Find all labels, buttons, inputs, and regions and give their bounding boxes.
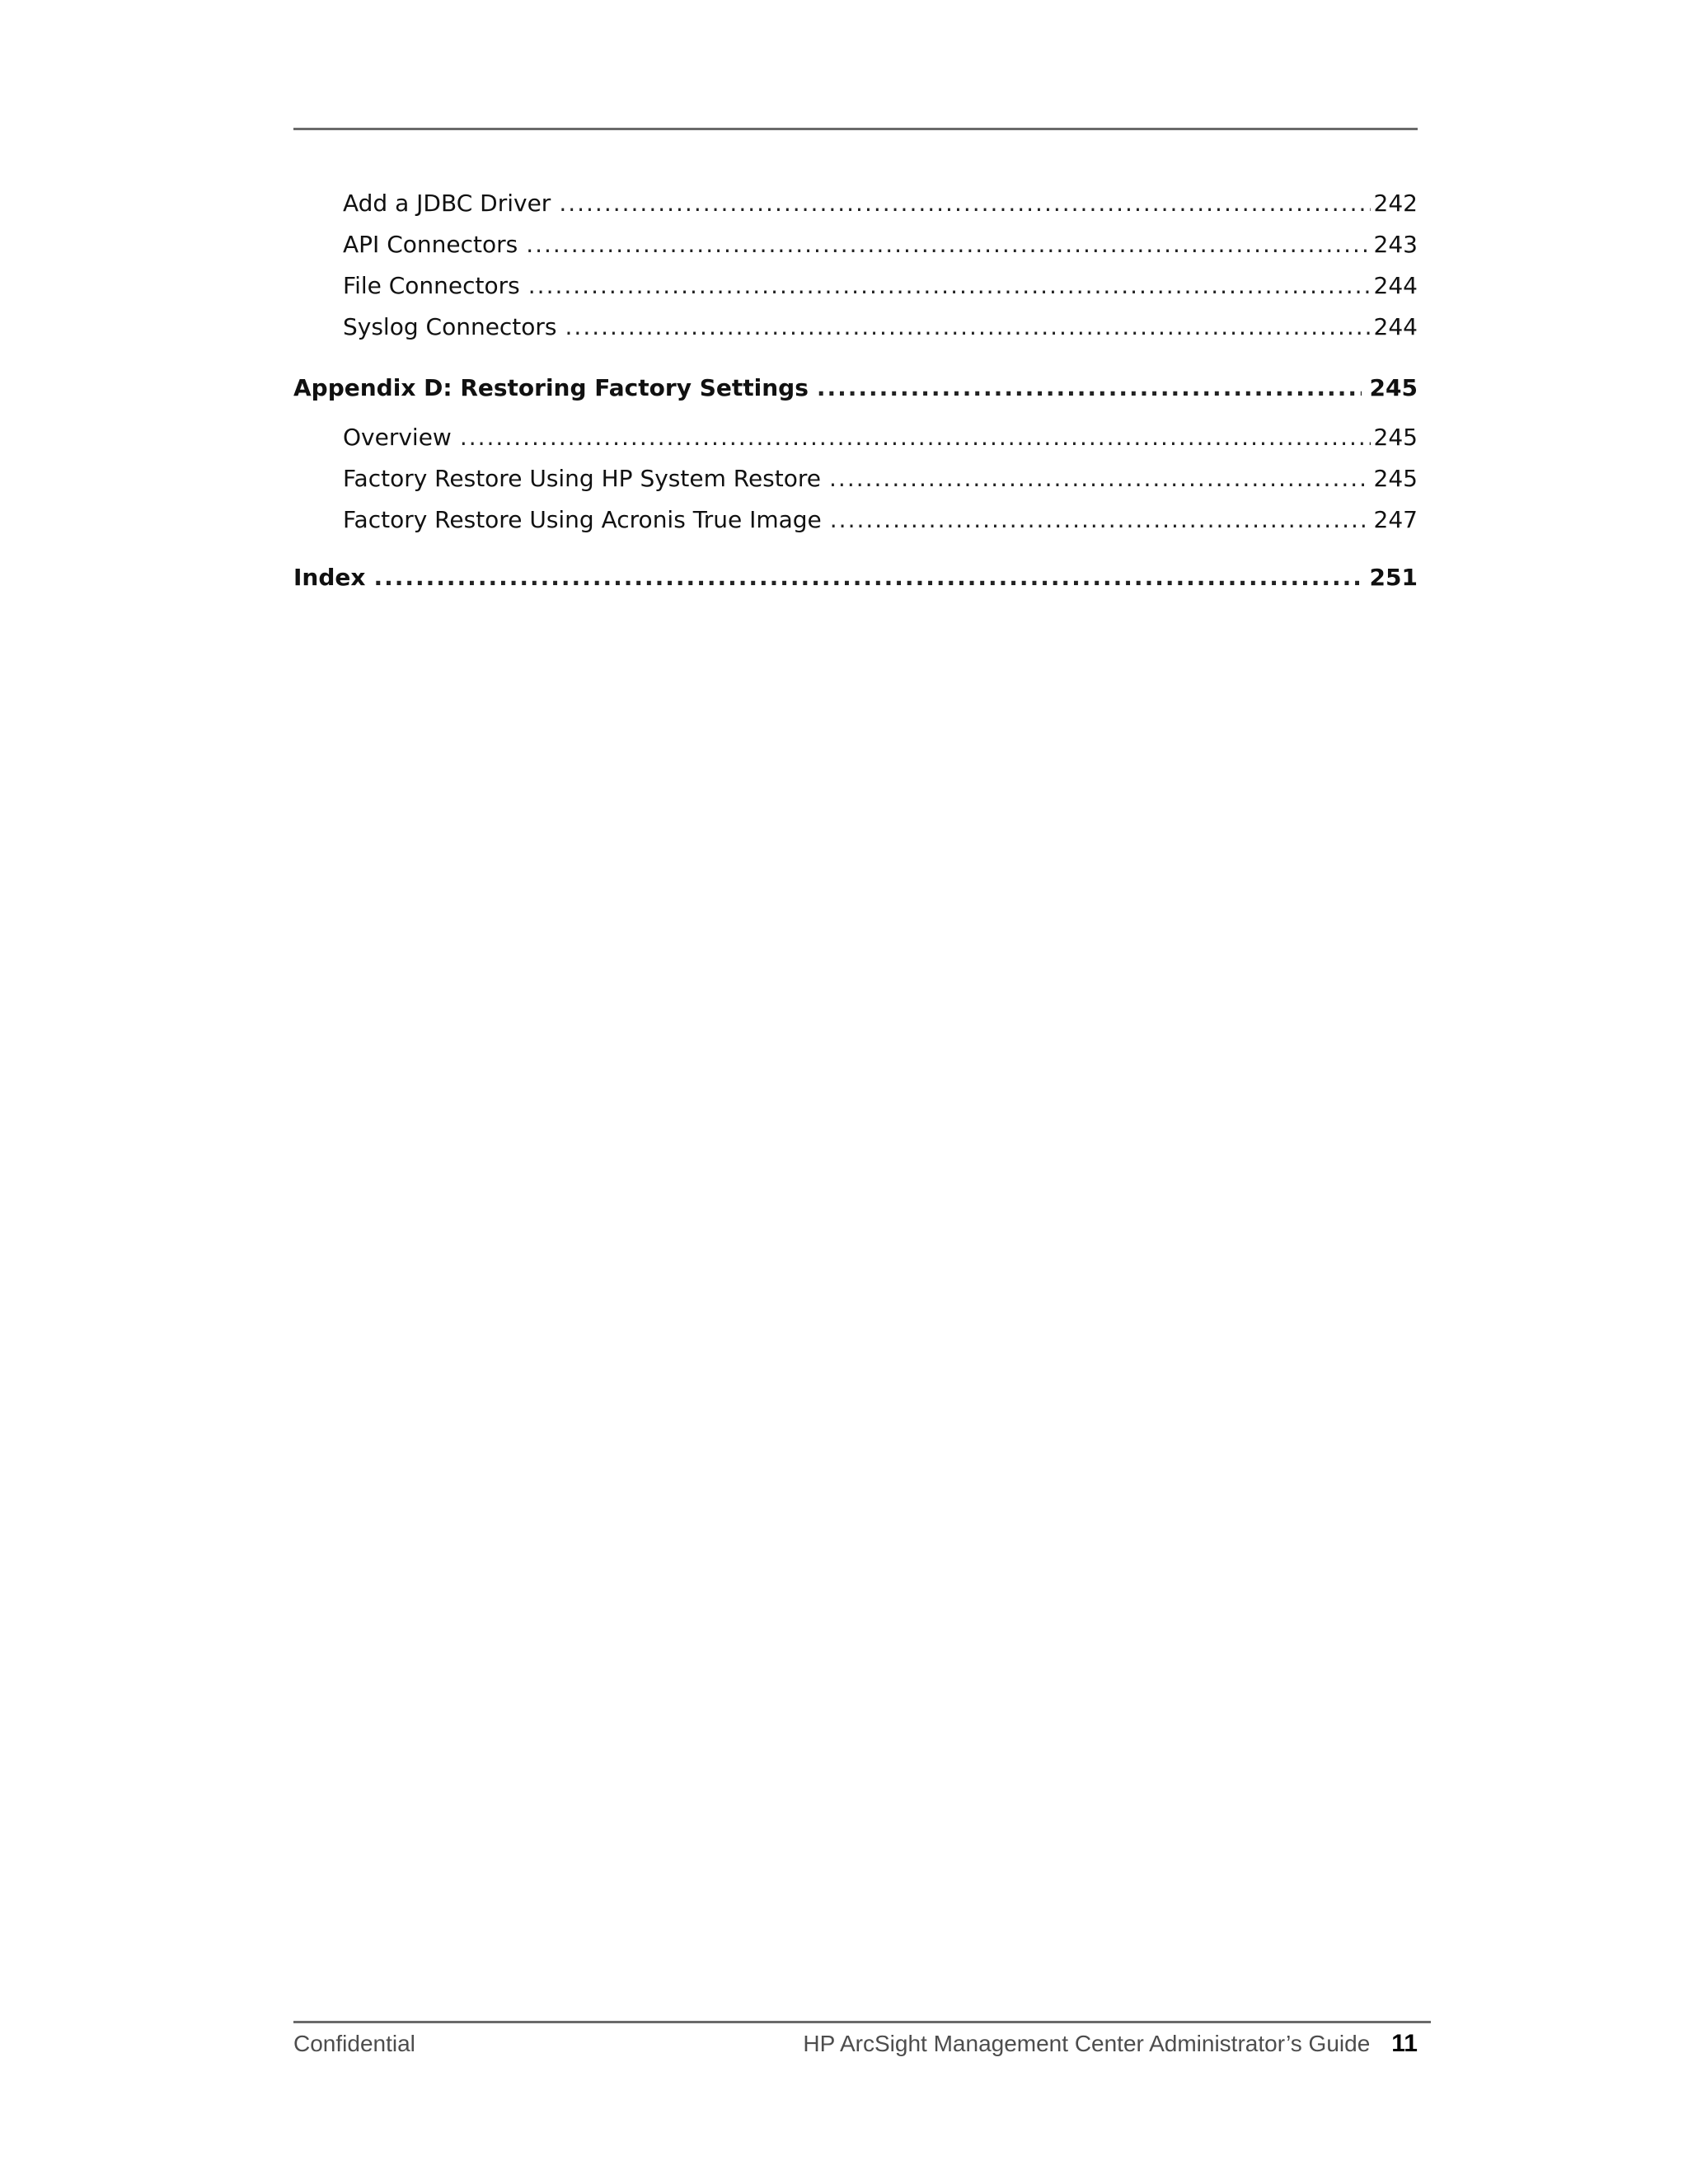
toc-entry-syslog-connectors[interactable] [293, 307, 1418, 348]
toc-entry-page: 245 [1369, 374, 1418, 401]
toc-entry-label: Overview [343, 424, 452, 451]
footer-rule [293, 2021, 1431, 2023]
toc-entry-label: Appendix D: Restoring Factory Settings [293, 374, 809, 401]
page-footer [293, 2026, 1418, 2062]
toc-entry-page: 242 [1373, 190, 1418, 217]
toc-entry-api-connectors[interactable] [293, 224, 1418, 265]
toc-leader-dots [829, 458, 1371, 499]
toc-entry-factory-restore-acronis[interactable] [293, 499, 1418, 541]
toc-entry-file-connectors[interactable] [293, 265, 1418, 307]
toc-leader-dots [559, 183, 1370, 224]
toc-entry-label: Index [293, 564, 366, 591]
toc-entry-page: 244 [1373, 272, 1418, 299]
toc-leader-dots [830, 499, 1371, 541]
toc-entry-page: 244 [1373, 313, 1418, 340]
table-of-contents [293, 183, 1418, 607]
toc-entry-page: 245 [1373, 424, 1418, 451]
toc-leader-dots [565, 307, 1371, 348]
toc-entry-label: Factory Restore Using HP System Restore [343, 465, 822, 492]
toc-entry-overview[interactable] [293, 417, 1418, 458]
toc-entry-index[interactable] [293, 552, 1418, 603]
toc-entry-label: Syslog Connectors [343, 313, 557, 340]
toc-entry-label: API Connectors [343, 231, 518, 258]
toc-entry-appendix-d[interactable] [293, 363, 1418, 414]
toc-entry-add-jdbc-driver[interactable] [293, 183, 1418, 224]
toc-leader-dots [817, 363, 1362, 414]
toc-entry-page: 247 [1373, 506, 1418, 533]
toc-leader-dots [460, 417, 1371, 458]
toc-leader-dots [528, 265, 1371, 307]
footer-doc-title: HP ArcSight Management Center Administrator’s Guide [803, 2031, 1371, 2056]
toc-entry-label: Add a JDBC Driver [343, 190, 551, 217]
toc-leader-dots [526, 224, 1370, 265]
footer-confidential: Confidential [293, 2031, 415, 2056]
header-rule [293, 128, 1418, 130]
toc-entry-page: 245 [1373, 465, 1418, 492]
footer-page-number: 11 [1391, 2030, 1418, 2057]
toc-entry-factory-restore-hp[interactable] [293, 458, 1418, 499]
toc-entry-page: 251 [1369, 564, 1418, 591]
toc-entry-page: 243 [1373, 231, 1418, 258]
toc-leader-dots [373, 552, 1361, 603]
footer-right [803, 2026, 1418, 2062]
toc-entry-label: Factory Restore Using Acronis True Image [343, 506, 822, 533]
toc-entry-label: File Connectors [343, 272, 520, 299]
